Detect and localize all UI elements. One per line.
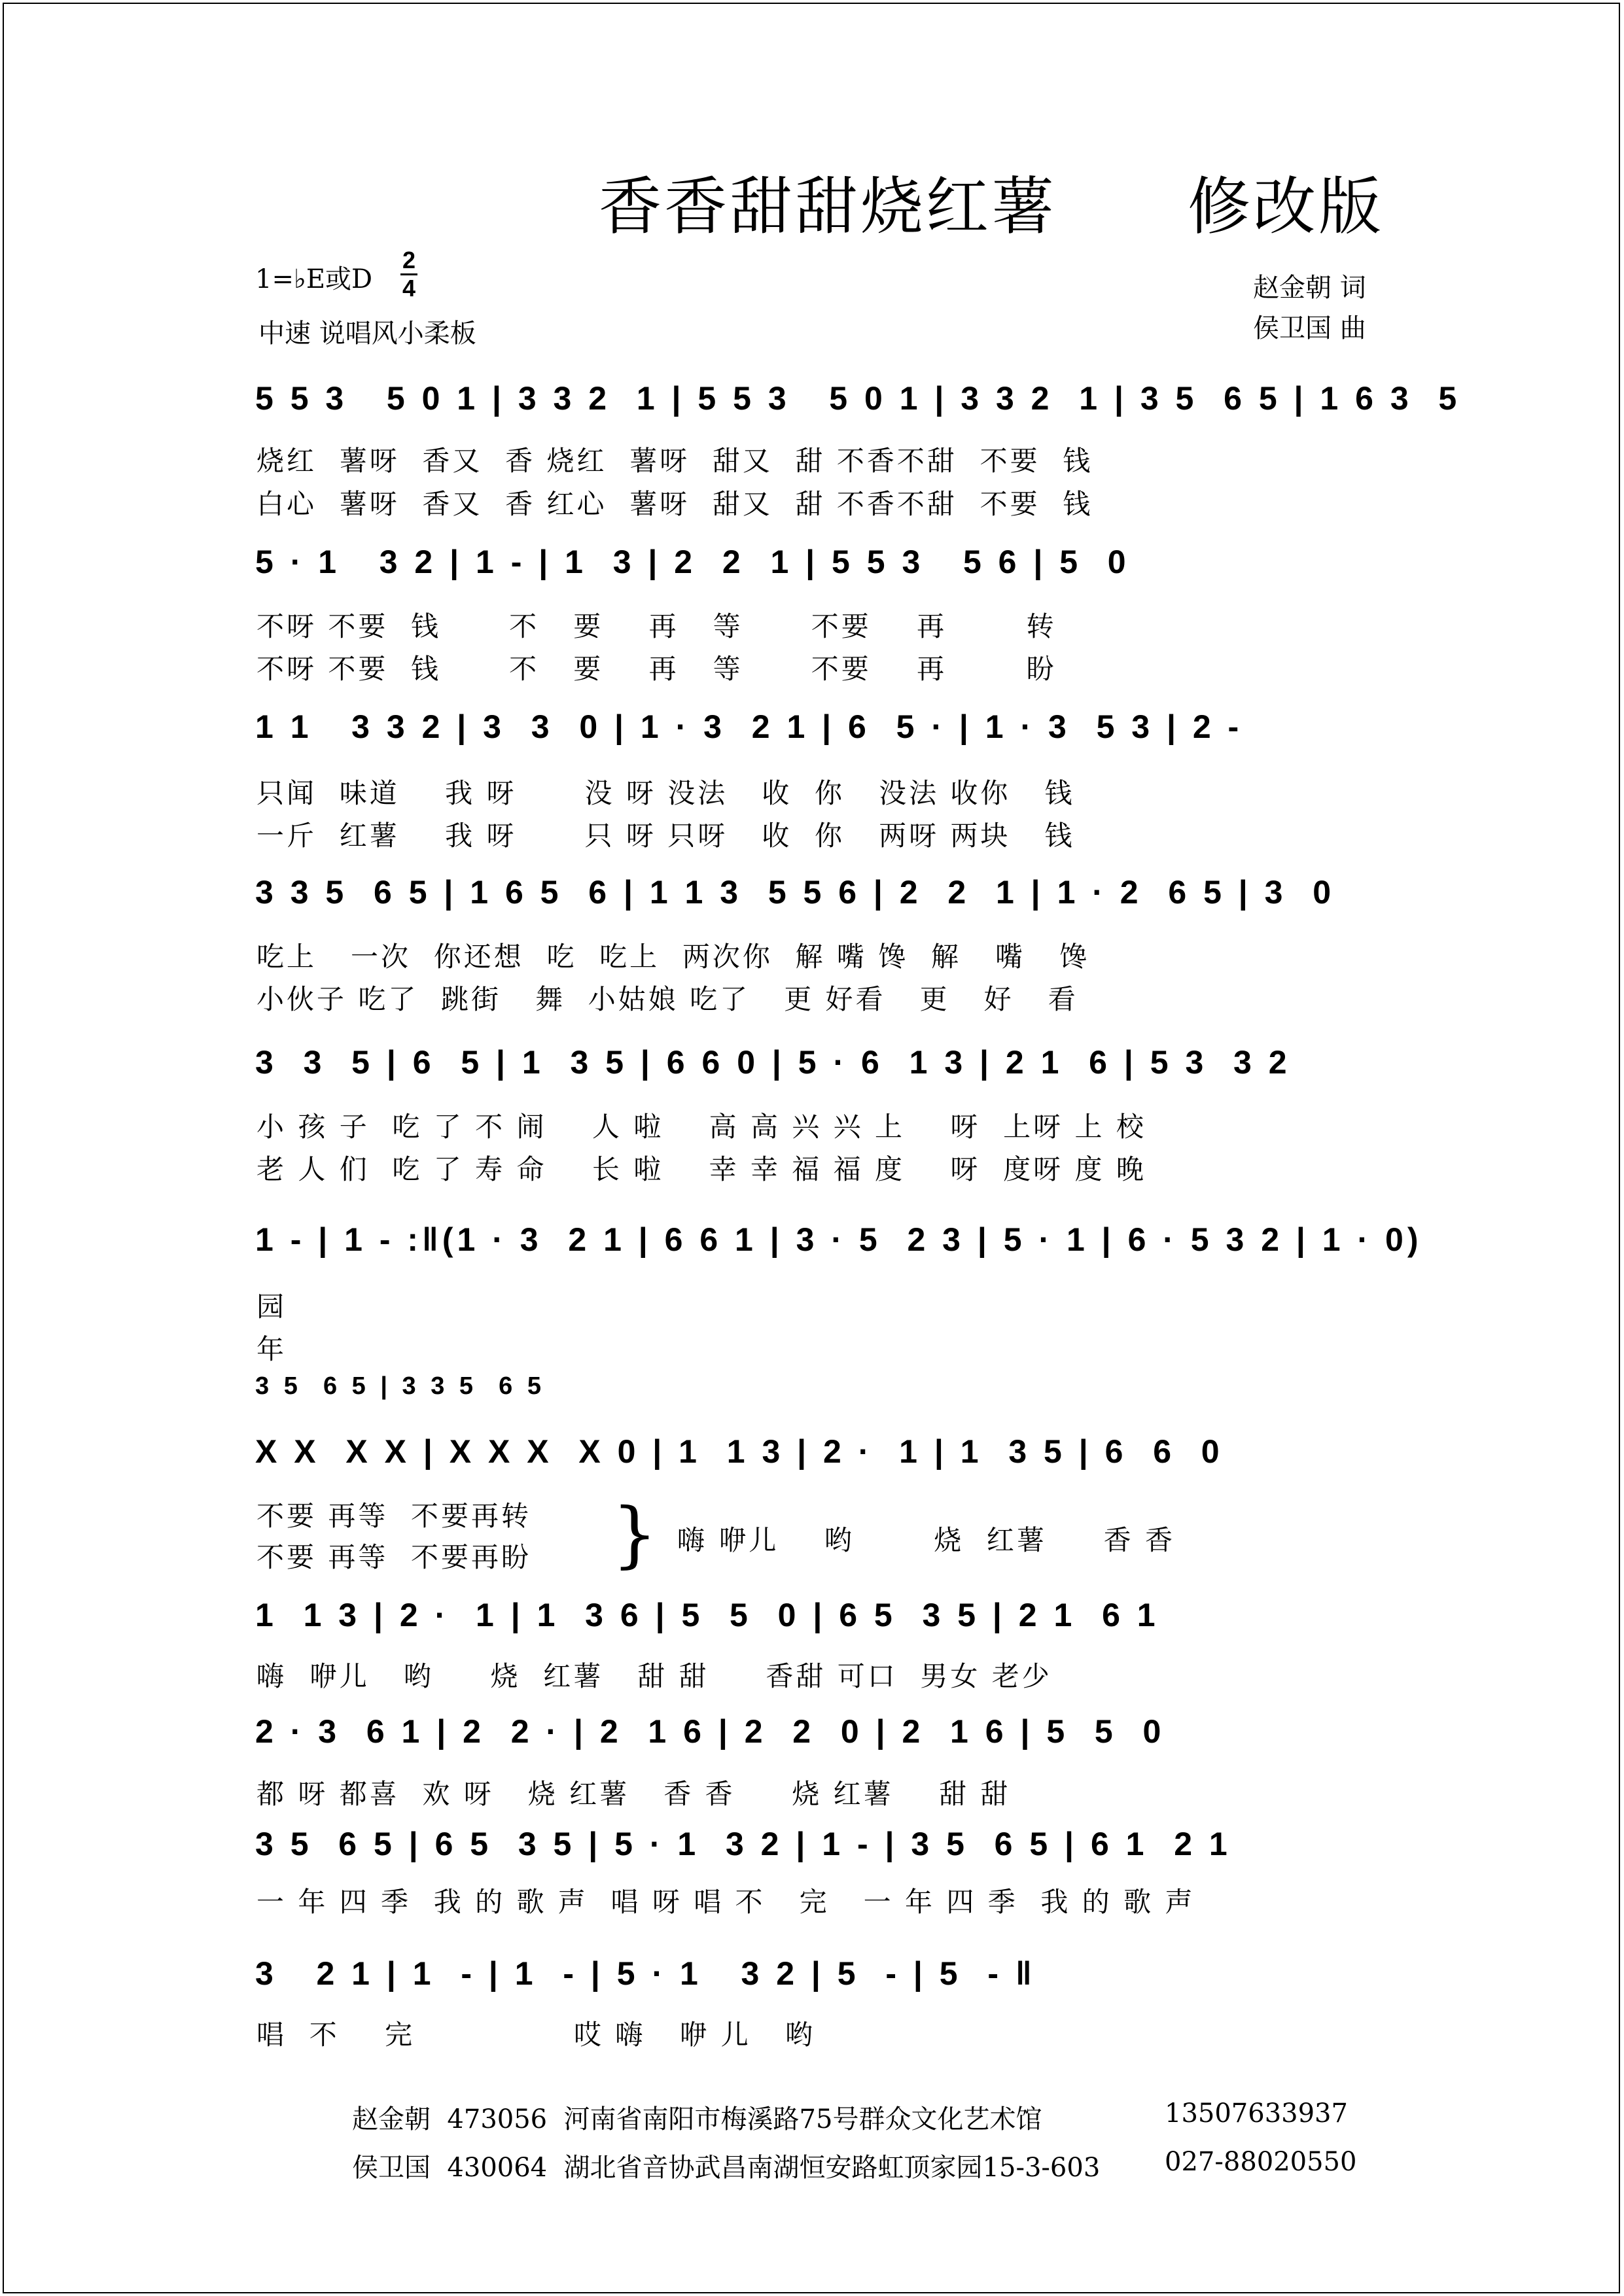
notation-line: 5 5 3 5 0 1 | 3 3 2 1 | 5 5 3 5 0 1 | 3 3 2 1 | 3 5 6 5 | 1 6 3 5 bbox=[255, 380, 1461, 417]
lyric-line: 小 孩 子 吃 了 不 闹 人 啦 高 高 兴 兴 上 呀 上呀 上 校 bbox=[256, 1111, 1146, 1143]
lyric-line: 烧红 薯呀 香又 香 烧红 薯呀 甜又 甜 不香不甜 不要 钱 bbox=[256, 445, 1093, 477]
lyric-line: 唱 不 完 哎 嗨 咿 儿 哟 bbox=[256, 2019, 815, 2051]
notation-line: 3 5 6 5 | 6 5 3 5 | 5 · 1 3 2 | 1 - | 3 5 6 5 | 6 1 2 1 bbox=[255, 1826, 1231, 1862]
lyric-line: 不呀 不要 钱 不 要 再 等 不要 再 盼 bbox=[256, 653, 1057, 685]
refrain-line: 嗨 咿儿 哟 烧 红薯 香 香 bbox=[677, 1524, 1176, 1556]
lyric-line: 白心 薯呀 香又 香 红心 薯呀 甜又 甜 不香不甜 不要 钱 bbox=[256, 488, 1093, 520]
lyric-line: 老 人 们 吃 了 寿 命 长 啦 幸 幸 福 福 度 呀 度呀 度 晚 bbox=[256, 1153, 1146, 1185]
lyric-line: 嗨 咿儿 哟 烧 红薯 甜 甜 香甜 可口 男女 老少 bbox=[256, 1660, 1052, 1692]
lyric-line: 小伙子 吃了 跳街 舞 小姑娘 吃了 更 好看 更 好 看 bbox=[256, 983, 1078, 1015]
lyric-line: 园 bbox=[256, 1291, 287, 1323]
lyricist-credit: 赵金朝 词 bbox=[1253, 273, 1366, 303]
key-signature: 1=♭E或D bbox=[255, 264, 373, 294]
contact-phone: 13507633937 bbox=[1165, 2098, 1348, 2129]
contact-address: 赵金朝 473056 河南省南阳市梅溪路75号群众文化艺术馆 bbox=[352, 2104, 1042, 2134]
notation-line: 1 1 3 | 2 · 1 | 1 3 6 | 5 5 0 | 6 5 3 5 | 2 1 6 1 bbox=[255, 1597, 1159, 1633]
notation-line: 3 2 1 | 1 - | 1 - | 5 · 1 3 2 | 5 - | 5 - ‖ bbox=[255, 1955, 1036, 1992]
contact-phone: 027-88020550 bbox=[1165, 2147, 1357, 2177]
notation-line: X X X X | X X X X 0 | 1 1 3 | 2 · 1 | 1 3 5 | 6 6 0 bbox=[255, 1433, 1224, 1470]
version-label: 修改版 bbox=[1188, 170, 1384, 243]
lyric-line: 不要 再等 不要再转 bbox=[256, 1500, 532, 1532]
notation-line: 1 1 3 3 2 | 3 3 0 | 1 · 3 2 1 | 6 5 · | 1 · 3 5 3 | 2 - bbox=[255, 708, 1243, 745]
notation-line: 3 3 5 | 6 5 | 1 3 5 | 6 6 0 | 5 · 6 1 3 | 2 1 6 | 5 3 3 2 bbox=[255, 1044, 1291, 1081]
lyric-line: 一斤 红薯 我 呀 只 呀 只呀 收 你 两呀 两块 钱 bbox=[256, 820, 1075, 852]
lyric-line: 一 年 四 季 我 的 歌 声 唱 呀 唱 不 完 一 年 四 季 我 的 歌 声 bbox=[256, 1886, 1195, 1918]
time-signature bbox=[400, 247, 417, 302]
notation-line: 1 - | 1 - :‖(1 · 3 2 1 | 6 6 1 | 3 · 5 2 3 | 5 · 1 | 6 · 5 3 2 | 1 · 0) bbox=[255, 1221, 1422, 1258]
time-signature-bottom: 4 bbox=[402, 275, 416, 302]
notation-line: 3 3 5 6 5 | 1 6 5 6 | 1 1 3 5 5 6 | 2 2 1 | 1 · 2 6 5 | 3 0 bbox=[255, 874, 1335, 911]
composer-credit: 侯卫国 曲 bbox=[1253, 313, 1366, 343]
notation-line: 2 · 3 6 1 | 2 2 · | 2 1 6 | 2 2 0 | 2 1 6 | 5 5 0 bbox=[255, 1713, 1165, 1750]
brace-symbol: } bbox=[612, 1492, 658, 1576]
time-signature-top: 2 bbox=[402, 247, 416, 273]
song-title: 香香甜甜烧红薯 bbox=[599, 170, 1057, 243]
lyric-line: 不呀 不要 钱 不 要 再 等 不要 再 转 bbox=[256, 610, 1057, 642]
lyric-line: 年 bbox=[256, 1333, 287, 1365]
notation-line-small: 3 5 6 5 | 3 3 5 6 5 bbox=[255, 1372, 545, 1400]
notation-line: 5 · 1 3 2 | 1 - | 1 3 | 2 2 1 | 5 5 3 5 6 | 5 0 bbox=[255, 544, 1130, 580]
contact-address: 侯卫国 430064 湖北省音协武昌南湖恒安路虹顶家园15-3-603 bbox=[352, 2153, 1101, 2183]
tempo-marking: 中速 说唱风小柔板 bbox=[258, 319, 476, 349]
lyric-line: 吃上 一次 你还想 吃 吃上 两次你 解 嘴 馋 解 嘴 馋 bbox=[256, 941, 1090, 973]
lyric-line: 不要 再等 不要再盼 bbox=[256, 1541, 532, 1573]
lyric-line: 都 呀 都喜 欢 呀 烧 红薯 香 香 烧 红薯 甜 甜 bbox=[256, 1778, 1011, 1810]
lyric-line: 只闻 味道 我 呀 没 呀 没法 收 你 没法 收你 钱 bbox=[256, 777, 1075, 809]
